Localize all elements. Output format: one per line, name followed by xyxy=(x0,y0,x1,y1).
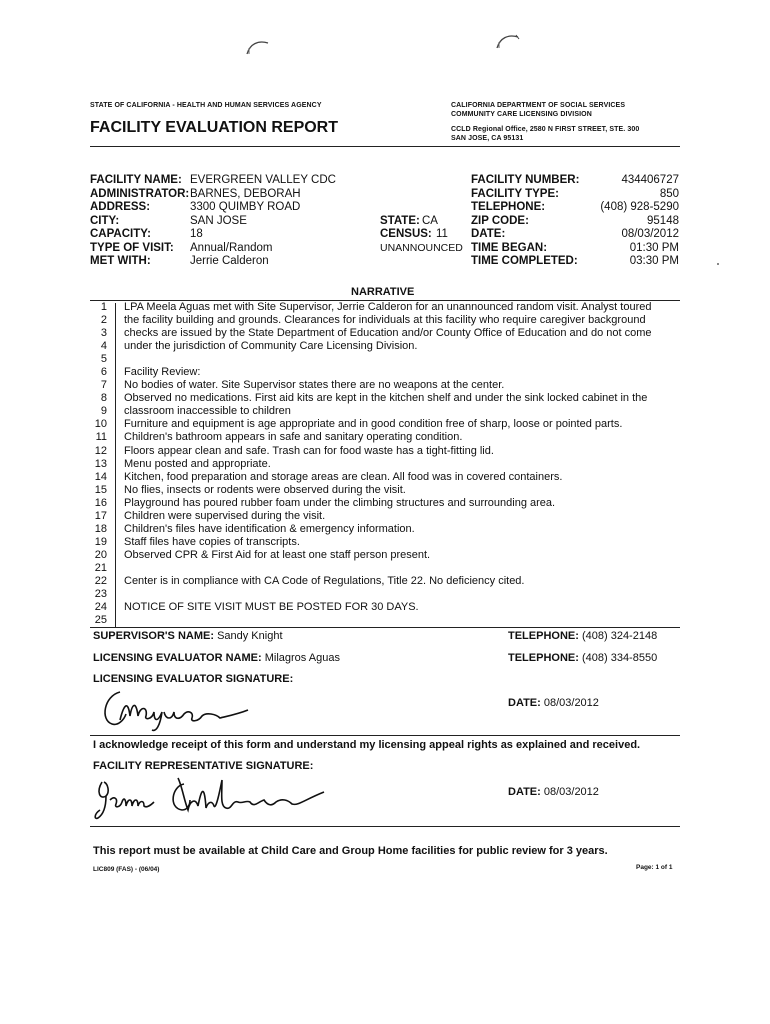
line-number: 20 xyxy=(94,548,107,561)
line-text: Center is in compliance with CA Code of Regulations, Title 22. No deficiency cited. xyxy=(124,574,525,587)
telephone-label: TELEPHONE: xyxy=(471,201,546,213)
agency-header: STATE OF CALIFORNIA - HEALTH AND HUMAN SERVICES AGENCY xyxy=(90,102,322,109)
supervisor-phone-value: (408) 324-2148 xyxy=(581,630,658,642)
narrative-line xyxy=(90,523,680,536)
address-value: 3300 QUIMBY ROAD xyxy=(190,201,301,213)
unannounced-label: UNANNOUNCED xyxy=(380,241,463,254)
line-number: 13 xyxy=(94,457,107,470)
narrative-bottom-rule xyxy=(90,627,680,628)
line-number: 12 xyxy=(94,444,107,457)
signature-bottom-rule xyxy=(90,826,680,827)
line-number: 10 xyxy=(94,418,107,431)
facility-rep-date xyxy=(508,786,599,798)
zip-code-label: ZIP CODE: xyxy=(471,214,529,227)
evaluator-signature-label-text: LICENSING EVALUATOR SIGNATURE: xyxy=(93,673,294,685)
acknowledge-statement: I acknowledge receipt of this form and understand my licensing appeal rights as explained and received. xyxy=(93,739,641,751)
time-completed-value: 03:30 PM xyxy=(629,255,679,267)
narrative-line xyxy=(90,458,680,471)
line-text: Furniture and equipment is age appropriate and in good condition free of sharp, loose or pointed parts. xyxy=(124,418,623,431)
facility-type-value: 850 xyxy=(659,187,679,200)
supervisor-telephone xyxy=(508,630,657,642)
line-text: Observed no medications. First aid kits are kept in the kitchen shelf and under the sink locked cabinet in the xyxy=(124,392,648,405)
narrative-line xyxy=(90,575,680,588)
narrative-line xyxy=(90,366,680,379)
city-value: SAN JOSE xyxy=(190,214,247,227)
line-number: 18 xyxy=(94,522,107,535)
line-number: 11 xyxy=(95,431,107,444)
staple-mark-left xyxy=(244,36,272,58)
office-line-2: SAN JOSE, CA 95131 xyxy=(451,135,524,142)
facility-rep-date-label: DATE: xyxy=(508,786,541,798)
supervisor-value: Sandy Knight xyxy=(217,630,283,642)
line-number: 17 xyxy=(94,509,107,522)
narrative-line xyxy=(90,484,680,497)
supervisor-name xyxy=(93,630,283,642)
evaluator-date-label: DATE: xyxy=(508,697,541,709)
scan-speck xyxy=(717,263,719,265)
time-began-label: TIME BEGAN: xyxy=(471,241,548,254)
acknowledge-rule xyxy=(90,735,680,736)
narrative-line xyxy=(90,340,680,353)
narrative-line xyxy=(90,614,680,627)
evaluator-value: Milagros Aguas xyxy=(264,652,340,664)
narrative-line xyxy=(90,405,680,418)
zip-code-value: 95148 xyxy=(647,214,679,227)
met-with-value: Jerrie Calderon xyxy=(190,255,269,267)
narrative-line xyxy=(90,510,680,523)
evaluator-name xyxy=(93,652,340,664)
line-text: under the jurisdiction of Community Care Licensing Division. xyxy=(124,340,418,353)
evaluator-telephone xyxy=(508,652,657,664)
line-number: 16 xyxy=(94,496,107,509)
facility-name-value: EVERGREEN VALLEY CDC xyxy=(190,174,336,186)
evaluator-label: LICENSING EVALUATOR NAME: xyxy=(93,652,262,664)
staple-mark-right xyxy=(494,30,522,52)
facility-rep-signature-label-text: FACILITY REPRESENTATIVE SIGNATURE: xyxy=(93,760,314,772)
form-id: LIC809 (FAS) - (06/04) xyxy=(93,866,160,873)
line-number: 7 xyxy=(100,379,107,392)
narrative-line xyxy=(90,431,680,444)
line-text: Playground has poured rubber foam under the climbing structures and surrounding area. xyxy=(124,496,556,509)
line-number: 24 xyxy=(94,601,107,614)
date-label: DATE: xyxy=(471,228,506,240)
time-began-value: 01:30 PM xyxy=(629,241,679,254)
visit-type-value: Annual/Random xyxy=(190,241,273,254)
line-number: 23 xyxy=(94,588,107,601)
state-value: CA xyxy=(422,214,438,227)
line-text: Facility Review: xyxy=(124,366,201,379)
line-text: LPA Meela Aguas met with Site Supervisor, Jerrie Calderon for an unannounced random visit. Analyst toured xyxy=(124,301,652,313)
line-text: Children's bathroom appears in safe and sanitary operating condition. xyxy=(124,431,463,444)
facility-rep-date-value: 08/03/2012 xyxy=(543,786,599,798)
facility-rep-signature xyxy=(92,770,332,824)
supervisor-label: SUPERVISOR'S NAME: xyxy=(93,630,214,642)
line-number: 4 xyxy=(100,340,107,353)
line-number: 8 xyxy=(100,392,107,405)
time-completed-label: TIME COMPLETED: xyxy=(471,255,578,267)
line-number: 2 xyxy=(100,314,107,327)
administrator-value: BARNES, DEBORAH xyxy=(190,187,301,200)
line-number: 25 xyxy=(94,614,107,627)
evaluator-signature xyxy=(98,686,278,736)
line-number: 6 xyxy=(100,366,107,379)
evaluator-date-value: 08/03/2012 xyxy=(543,697,599,709)
supervisor-phone-label: TELEPHONE: xyxy=(508,630,579,642)
line-text: No bodies of water. Site Supervisor states there are no weapons at the center. xyxy=(124,379,505,392)
department-line-1: CALIFORNIA DEPARTMENT OF SOCIAL SERVICES xyxy=(451,102,626,109)
narrative-line xyxy=(90,601,680,614)
capacity-label: CAPACITY: xyxy=(90,228,151,240)
narrative-lines xyxy=(90,301,680,627)
line-number: 5 xyxy=(100,353,107,366)
facility-type-label: FACILITY TYPE: xyxy=(471,187,559,200)
visit-type-label: TYPE OF VISIT: xyxy=(90,241,174,254)
narrative-line xyxy=(90,301,680,314)
page-title: FACILITY EVALUATION REPORT xyxy=(90,119,339,136)
line-text: Observed CPR & First Aid for at least one staff person present. xyxy=(124,548,431,561)
line-text: classroom inaccessible to children xyxy=(124,405,291,418)
state-label: STATE: xyxy=(380,214,420,227)
narrative-line xyxy=(90,497,680,510)
census-label: CENSUS: xyxy=(380,228,432,240)
line-number: 22 xyxy=(94,574,107,587)
line-text: Children's files have identification & emergency information. xyxy=(124,522,415,535)
line-number: 15 xyxy=(94,483,107,496)
office-line-1: CCLD Regional Office, 2580 N FIRST STREET, STE. 300 xyxy=(451,126,640,133)
evaluator-phone-value: (408) 334-8550 xyxy=(581,652,658,664)
evaluator-signature-label xyxy=(93,673,293,685)
evaluator-phone-label: TELEPHONE: xyxy=(508,652,579,664)
narrative-line xyxy=(90,562,680,575)
narrative-line xyxy=(90,314,680,327)
facility-number-label: FACILITY NUMBER: xyxy=(471,174,580,186)
line-number: 21 xyxy=(94,561,107,574)
capacity-value: 18 xyxy=(190,228,203,240)
met-with-label: MET WITH: xyxy=(90,255,151,267)
header-divider xyxy=(90,146,680,147)
office-address xyxy=(451,125,639,143)
line-text: Staff files have copies of transcripts. xyxy=(124,535,300,548)
line-number: 14 xyxy=(94,470,107,483)
line-text: NOTICE OF SITE VISIT MUST BE POSTED FOR 30 DAYS. xyxy=(124,601,419,614)
line-text: Kitchen, food preparation and storage areas are clean. All food was in covered containers. xyxy=(124,470,563,483)
line-text: Floors appear clean and safe. Trash can for food waste has a tight-fitting lid. xyxy=(124,444,494,457)
line-text: Children were supervised during the visit. xyxy=(124,509,326,522)
line-number: 19 xyxy=(94,535,107,548)
telephone-value: (408) 928-5290 xyxy=(600,201,679,213)
narrative-line xyxy=(90,392,680,405)
evaluator-date xyxy=(508,697,599,709)
narrative-line xyxy=(90,471,680,484)
line-text: No flies, insects or rodents were observed during the visit. xyxy=(124,483,406,496)
facility-number-value: 434406727 xyxy=(621,174,679,186)
narrative-line xyxy=(90,379,680,392)
narrative-line xyxy=(90,418,680,431)
date-value: 08/03/2012 xyxy=(621,228,679,240)
line-text: checks are issued by the State Department of Education and/or County Office of Education and do not come xyxy=(124,327,652,340)
narrative-line xyxy=(90,588,680,601)
facility-name-label: FACILITY NAME: xyxy=(90,174,182,186)
census-value: 11 xyxy=(436,228,448,240)
narrative-line xyxy=(90,327,680,340)
line-text: the facility building and grounds. Clearances for individuals at this facility who require caregiver background xyxy=(124,314,646,327)
address-label: ADDRESS: xyxy=(90,201,151,213)
department-header xyxy=(451,101,625,119)
narrative-line xyxy=(90,353,680,366)
department-line-2: COMMUNITY CARE LICENSING DIVISION xyxy=(451,111,592,118)
line-number: 1 xyxy=(100,301,107,313)
line-number: 9 xyxy=(100,405,107,418)
narrative-line xyxy=(90,445,680,458)
city-label: CITY: xyxy=(90,214,120,227)
line-number: 3 xyxy=(100,327,107,340)
narrative-line xyxy=(90,549,680,562)
line-text: Menu posted and appropriate. xyxy=(124,457,271,470)
page-number: Page: 1 of 1 xyxy=(636,864,673,871)
administrator-label: ADMINISTRATOR: xyxy=(90,187,190,200)
narrative-line xyxy=(90,536,680,549)
retention-notice: This report must be available at Child Care and Group Home facilities for public review for 3 years. xyxy=(93,845,608,857)
narrative-title: NARRATIVE xyxy=(351,286,415,298)
